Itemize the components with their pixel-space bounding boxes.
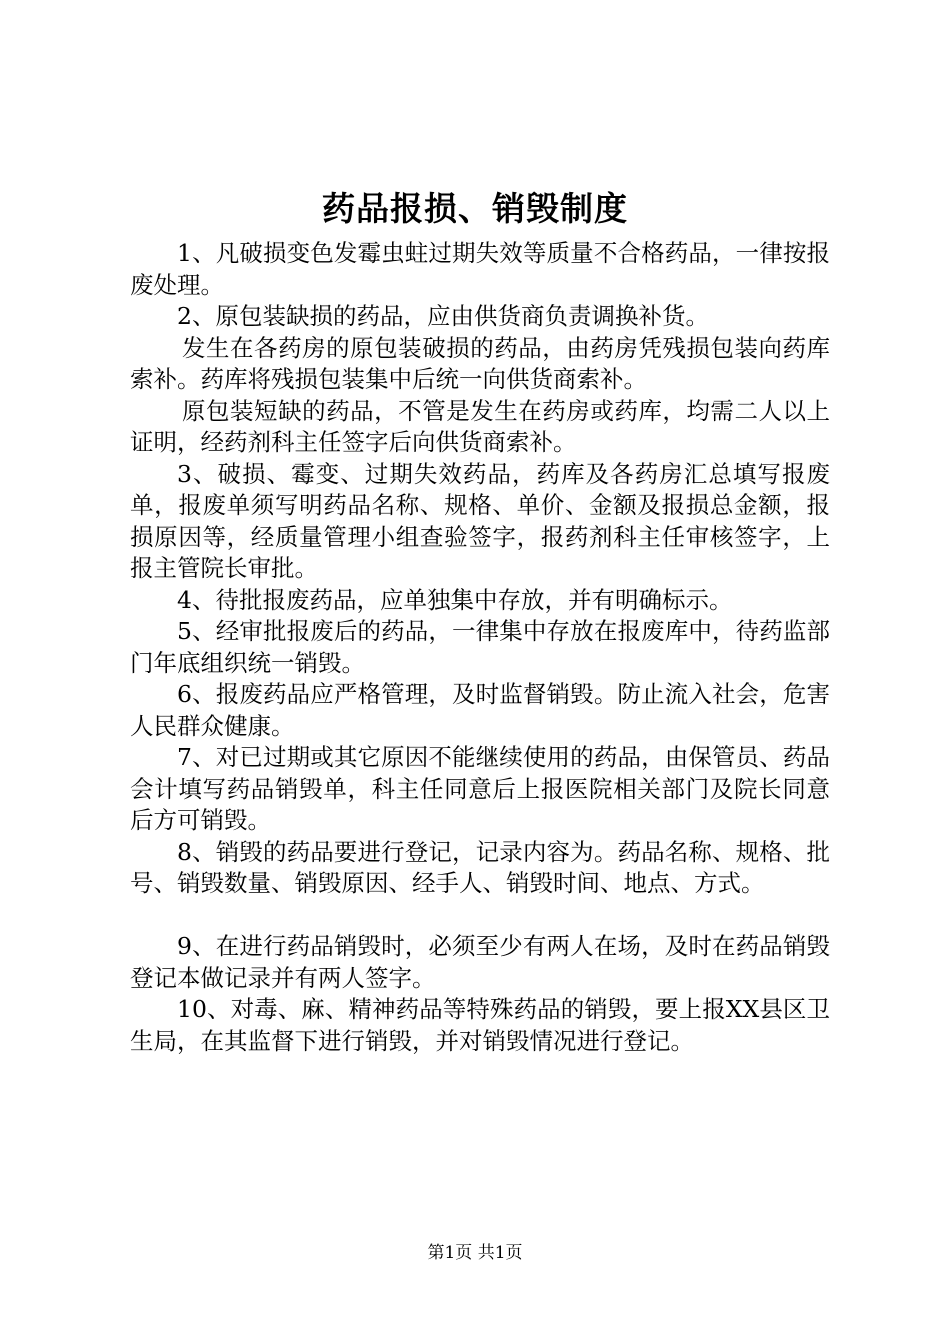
- paragraph-2: 2、原包装缺损的药品，应由供货商负责调换补货。: [177, 302, 709, 330]
- paragraph-gap: [130, 900, 830, 932]
- paragraph-8: 8、销毁的药品要进行登记，记录内容为。药品名称、规格、批号、销毁数量、销毁原因、经手人、销毁时间、地点、方式。: [130, 837, 830, 897]
- document-body: [130, 238, 830, 1057]
- paragraph-2b: 原包装短缺的药品，不管是发生在药房或药库，均需二人以上证明，经药剂科主任签字后向供货商索补。: [130, 396, 830, 456]
- paragraph-7: 7、对已过期或其它原因不能继续使用的药品，由保管员、药品会计填写药品销毁单，科主任同意后上报医院相关部门及院长同意后方可销毁。: [130, 743, 830, 834]
- paragraph-10: 10、对毒、麻、精神药品等特殊药品的销毁，要上报XX县区卫生局，在其监督下进行销毁，并对销毁情况进行登记。: [130, 995, 830, 1055]
- page-footer: 第1页 共1页: [427, 1243, 523, 1263]
- paragraph-2a: 发生在各药房的原包装破损的药品，由药房凭残损包装向药库索补。药库将残损包装集中后统一向供货商索补。: [130, 333, 830, 393]
- paragraph-4: 4、待批报废药品，应单独集中存放，并有明确标示。: [177, 585, 733, 614]
- paragraph-6: 6、报废药品应严格管理，及时监督销毁。防止流入社会，危害人民群众健康。: [130, 680, 830, 740]
- paragraph-1: 1、凡破损变色发霉虫蛀过期失效等质量不合格药品，一律按报废处理。: [130, 239, 830, 299]
- paragraph-3: 3、破损、霉变、过期失效药品，药库及各药房汇总填写报废单，报废单须写明药品名称、规格、单价、金额及报损总金额，报损原因等，经质量管理小组查验签字，报药剂科主任审核签字，上报主管院长审批。: [130, 459, 830, 582]
- document-title: 药品报损、销毁制度: [322, 189, 628, 228]
- paragraph-9: 9、在进行药品销毁时，必须至少有两人在场，及时在药品销毁登记本做记录并有两人签字。: [130, 932, 830, 992]
- paragraph-5: 5、经审批报废后的药品，一律集中存放在报废库中，待药监部门年底组织统一销毁。: [130, 617, 830, 677]
